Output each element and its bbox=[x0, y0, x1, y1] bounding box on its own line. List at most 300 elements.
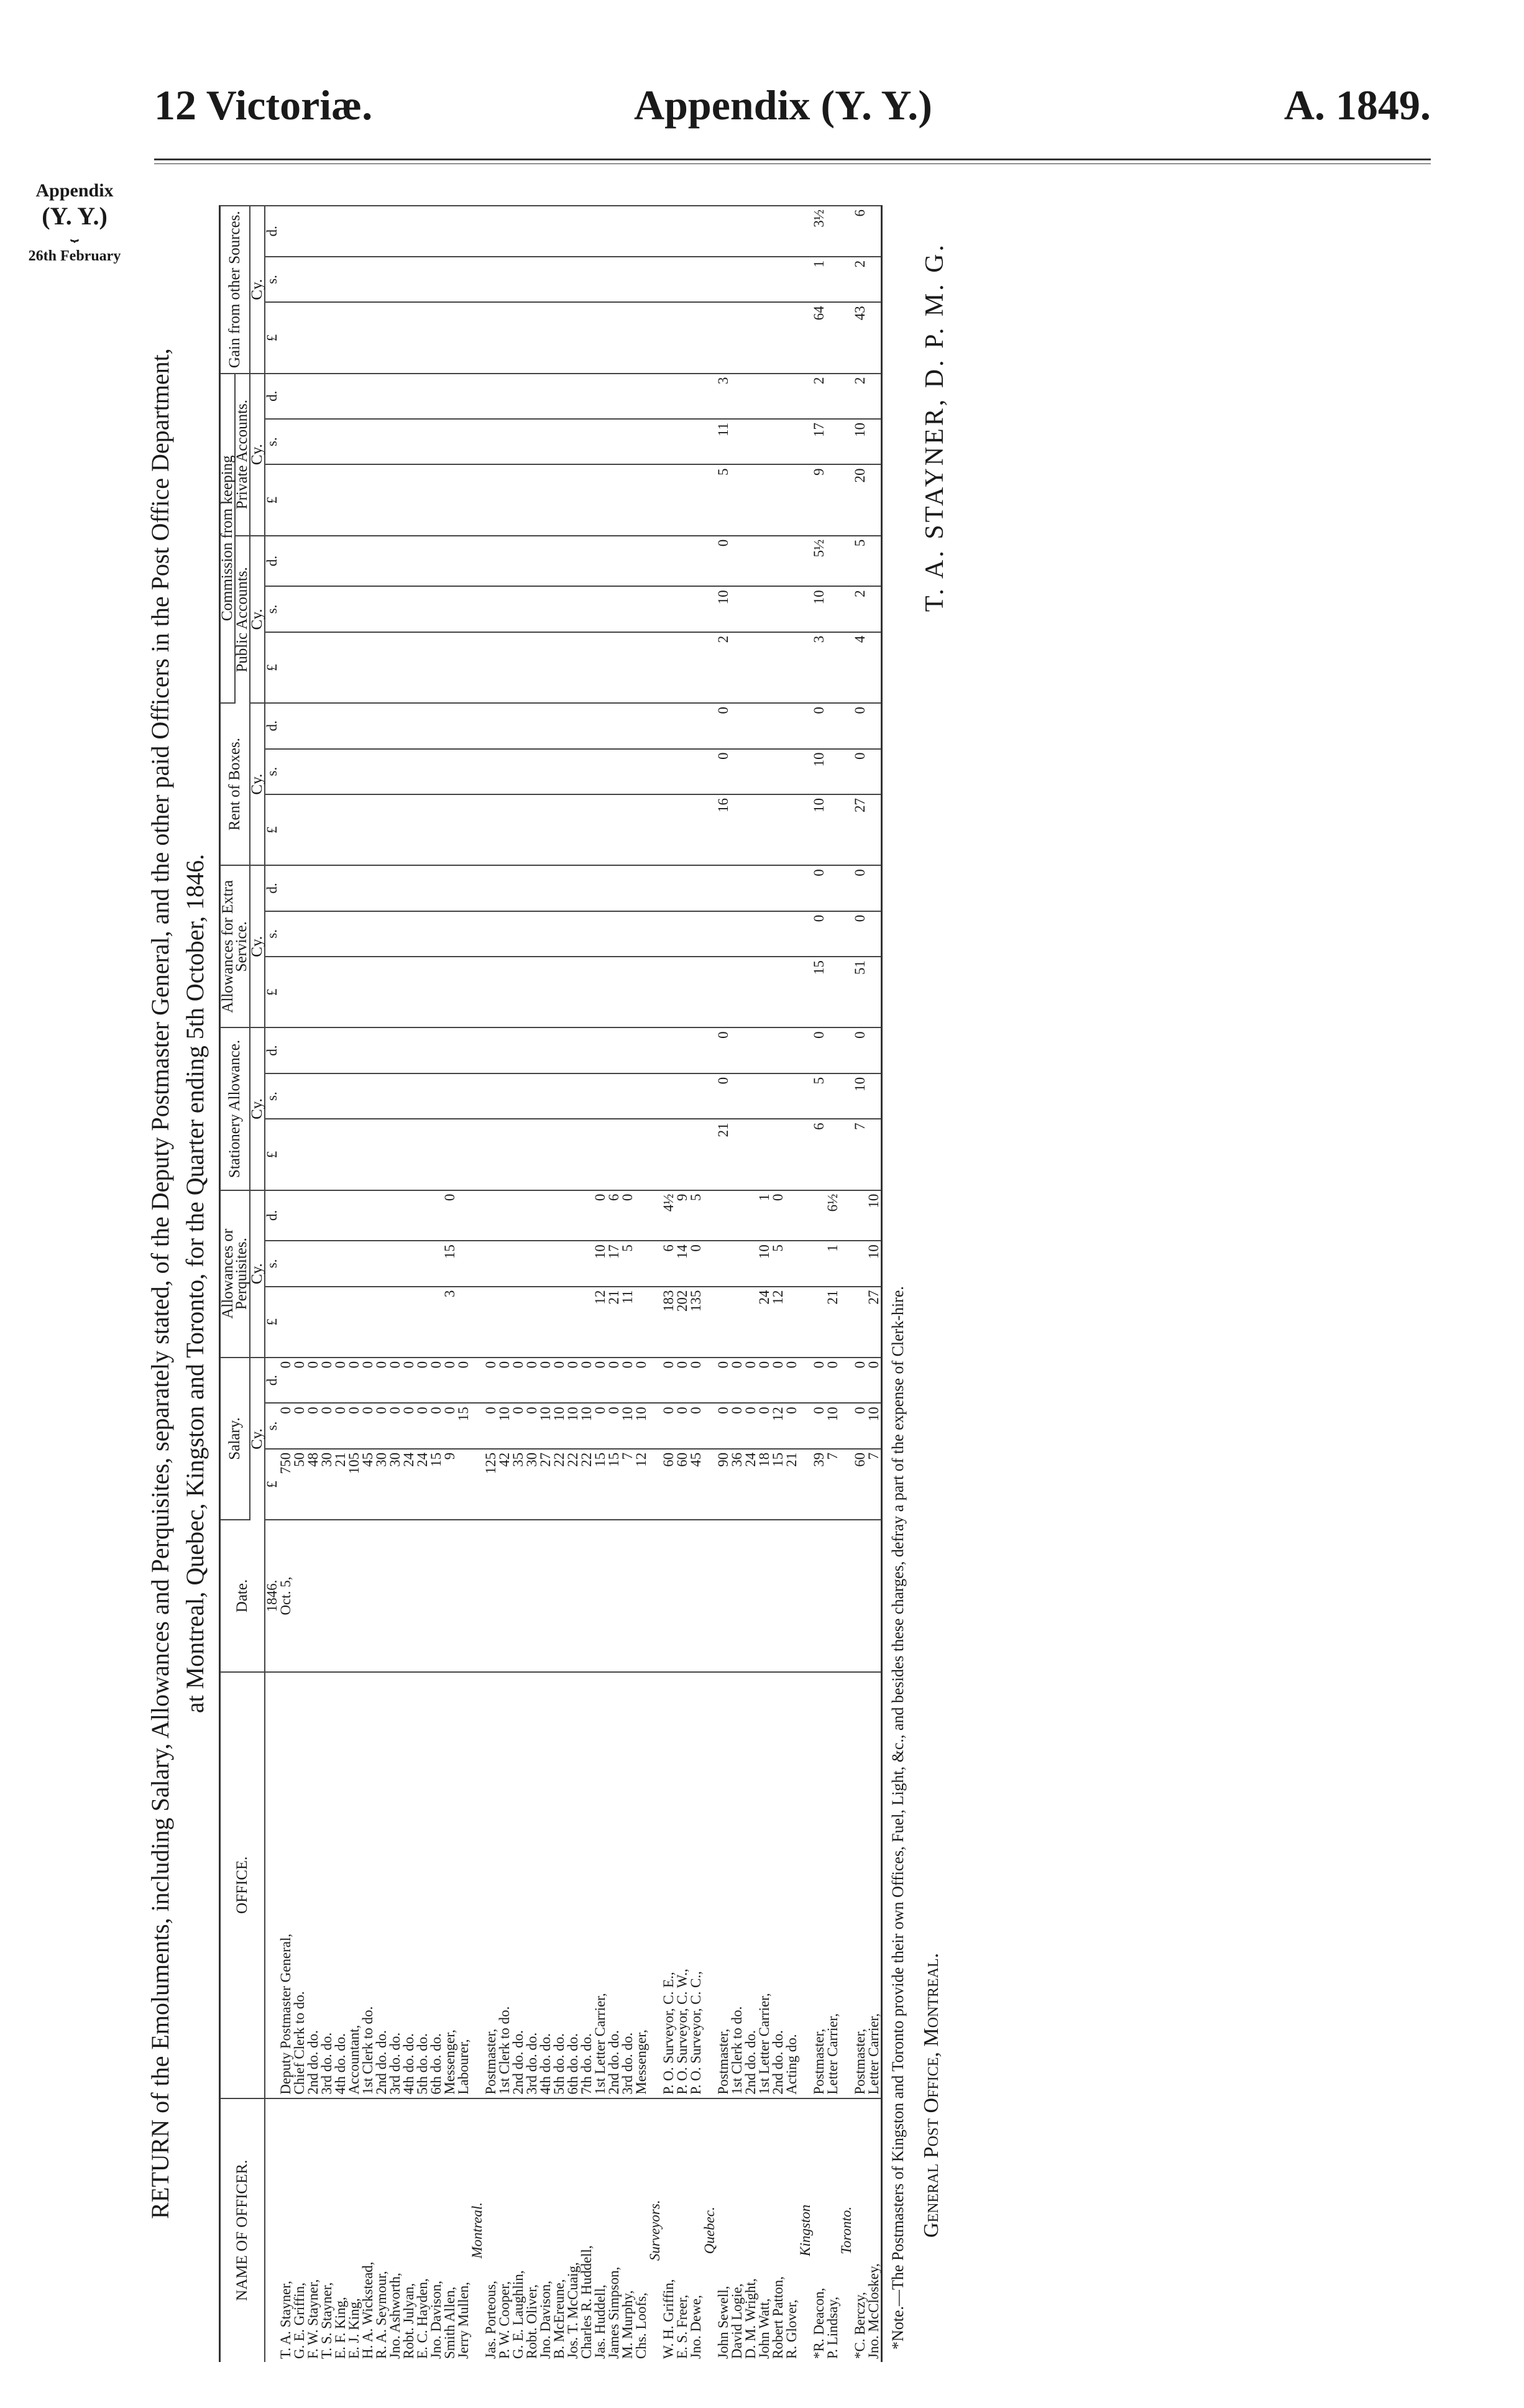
extra-pence bbox=[429, 865, 443, 911]
stat-pence bbox=[758, 1027, 771, 1073]
priv-shilling bbox=[306, 419, 320, 464]
col-salary: Salary. bbox=[220, 1358, 250, 1520]
allow-shilling bbox=[717, 1241, 730, 1286]
gain-shilling bbox=[771, 257, 785, 302]
blank-cell bbox=[648, 374, 662, 419]
officer-office: 1st Clerk to do. bbox=[498, 1672, 512, 2098]
blank-cell bbox=[840, 1073, 853, 1119]
box-shilling bbox=[580, 749, 594, 794]
extra-pound bbox=[594, 957, 607, 1027]
cy-unit-header: Cy. bbox=[250, 865, 265, 1027]
table-row bbox=[416, 206, 429, 2362]
stat-pound: 6 bbox=[812, 1119, 826, 1190]
priv-shilling bbox=[730, 419, 744, 464]
stat-pence bbox=[676, 1027, 689, 1073]
gain-shilling bbox=[306, 257, 320, 302]
sal-pence: 0 bbox=[443, 1358, 457, 1403]
sal-pence: 0 bbox=[607, 1358, 621, 1403]
officer-office: 4th do. do. bbox=[334, 1672, 347, 2098]
box-shilling bbox=[375, 749, 388, 794]
table-note: *Note.—The Postmasters of Kingston and Toronto provide their own Offices, Fuel, Light, &c., and besides these charges, defray a part of the expense of Clerk-hire. bbox=[889, 1286, 907, 2350]
pub-pence bbox=[621, 536, 635, 587]
sal-pound: 27 bbox=[539, 1449, 553, 1520]
pub-shilling bbox=[580, 586, 594, 632]
row-date bbox=[758, 1520, 771, 1672]
box-shilling bbox=[553, 749, 566, 794]
gain-pence bbox=[293, 206, 306, 257]
allow-pound: 11 bbox=[621, 1287, 635, 1358]
blank-cell bbox=[703, 1449, 717, 1520]
stat-pence bbox=[662, 1027, 676, 1073]
priv-shilling bbox=[553, 419, 566, 464]
pub-pound bbox=[293, 632, 306, 703]
cy-unit-header: Cy. bbox=[250, 206, 265, 374]
pub-shilling bbox=[730, 586, 744, 632]
sal-pence: 0 bbox=[635, 1358, 648, 1403]
priv-pound bbox=[771, 464, 785, 535]
stat-pound bbox=[361, 1119, 375, 1190]
blank-cell bbox=[840, 1119, 853, 1190]
priv-pence bbox=[279, 374, 293, 419]
blank-cell bbox=[648, 1287, 662, 1358]
officer-name: *C. Berczy, bbox=[852, 2292, 868, 2359]
allow-shilling bbox=[525, 1241, 539, 1286]
extra-shilling bbox=[416, 911, 429, 957]
unit-pound: £ bbox=[265, 1449, 279, 1520]
extra-shilling bbox=[607, 911, 621, 957]
col-extra-service: Allowances for Extra Service. bbox=[220, 865, 250, 1027]
sal-shilling: 0 bbox=[525, 1403, 539, 1448]
allow-pence: 0 bbox=[594, 1190, 607, 1241]
gain-pound bbox=[594, 302, 607, 373]
extra-pence bbox=[512, 865, 525, 911]
stat-pence bbox=[607, 1027, 621, 1073]
sal-pence: 0 bbox=[539, 1358, 553, 1403]
stat-pound bbox=[689, 1119, 703, 1190]
gain-pence bbox=[580, 206, 594, 257]
table-row bbox=[662, 206, 676, 2362]
box-pence bbox=[416, 703, 429, 748]
extra-pound bbox=[607, 957, 621, 1027]
priv-pence bbox=[416, 374, 429, 419]
pub-pence bbox=[676, 536, 689, 587]
table-body bbox=[265, 206, 882, 2362]
box-pound bbox=[826, 794, 840, 865]
extra-shilling bbox=[676, 911, 689, 957]
blank-cell bbox=[799, 419, 812, 464]
table-row bbox=[484, 206, 498, 2362]
table-row bbox=[771, 206, 785, 2362]
table-row bbox=[607, 206, 621, 2362]
extra-shilling bbox=[361, 911, 375, 957]
row-date bbox=[512, 1520, 525, 1672]
gain-pound bbox=[539, 302, 553, 373]
stat-pound bbox=[566, 1119, 580, 1190]
extra-shilling bbox=[621, 911, 635, 957]
stat-shilling bbox=[306, 1073, 320, 1119]
blank-cell bbox=[840, 1287, 853, 1358]
stat-pence bbox=[402, 1027, 416, 1073]
allow-shilling bbox=[347, 1241, 361, 1286]
sal-pence: 0 bbox=[689, 1358, 703, 1403]
blank-cell bbox=[703, 1190, 717, 1241]
officer-name: Jos. T. McCuaig, bbox=[565, 2262, 581, 2359]
pub-pound bbox=[416, 632, 429, 703]
allow-pence: 10 bbox=[867, 1190, 882, 1241]
gain-pound bbox=[402, 302, 416, 373]
gain-pence bbox=[457, 206, 471, 257]
section-row bbox=[703, 206, 717, 2362]
allow-pence: 5 bbox=[689, 1190, 703, 1241]
officer-office: Accountant, bbox=[347, 1672, 361, 2098]
officer-name: Charles R. Huddell, bbox=[579, 2245, 594, 2359]
stat-pound bbox=[826, 1119, 840, 1190]
section-title: Montreal. bbox=[469, 2202, 485, 2259]
priv-pound bbox=[375, 464, 388, 535]
gain-shilling bbox=[689, 257, 703, 302]
box-pound bbox=[293, 794, 306, 865]
pub-pence bbox=[758, 536, 771, 587]
priv-shilling bbox=[867, 419, 882, 464]
officer-office: 1st Clerk to do. bbox=[730, 1672, 744, 2098]
blank-cell bbox=[471, 1190, 484, 1241]
sal-pound bbox=[457, 1449, 471, 1520]
unit-row bbox=[265, 206, 279, 2362]
stat-pound bbox=[744, 1119, 758, 1190]
pub-pence bbox=[388, 536, 402, 587]
box-pound bbox=[730, 794, 744, 865]
gain-pound bbox=[758, 302, 771, 373]
section-row bbox=[648, 206, 662, 2362]
gain-shilling bbox=[484, 257, 498, 302]
box-shilling bbox=[689, 749, 703, 794]
extra-pence bbox=[758, 865, 771, 911]
gain-shilling bbox=[676, 257, 689, 302]
gain-pound bbox=[306, 302, 320, 373]
row-date bbox=[306, 1520, 320, 1672]
stat-shilling bbox=[689, 1073, 703, 1119]
extra-pence bbox=[375, 865, 388, 911]
gain-shilling bbox=[279, 257, 293, 302]
priv-pence bbox=[566, 374, 580, 419]
allow-pound bbox=[388, 1287, 402, 1358]
extra-shilling bbox=[717, 911, 730, 957]
allow-shilling: 10 bbox=[867, 1241, 882, 1286]
box-shilling bbox=[566, 749, 580, 794]
row-date bbox=[771, 1520, 785, 1672]
row-date bbox=[730, 1520, 744, 1672]
box-pound bbox=[785, 794, 799, 865]
allow-shilling bbox=[375, 1241, 388, 1286]
blank-cell bbox=[799, 1027, 812, 1073]
sal-pound: 15 bbox=[594, 1449, 607, 1520]
extra-pence bbox=[347, 865, 361, 911]
stat-pound bbox=[334, 1119, 347, 1190]
allow-pound bbox=[566, 1287, 580, 1358]
box-shilling bbox=[539, 749, 553, 794]
col-gain: Gain from other Sources. bbox=[220, 206, 250, 374]
margin-label: (Y. Y.) bbox=[42, 202, 108, 230]
pub-pound bbox=[512, 632, 525, 703]
blank-cell bbox=[799, 957, 812, 1027]
row-date bbox=[320, 1520, 334, 1672]
row-date bbox=[744, 1520, 758, 1672]
officer-name: Jno. Dewe, bbox=[688, 2295, 704, 2359]
pub-shilling bbox=[484, 586, 498, 632]
officer-office: 1st Letter Carrier, bbox=[594, 1672, 607, 2098]
extra-pence bbox=[388, 865, 402, 911]
blank-cell bbox=[840, 1241, 853, 1286]
pub-shilling bbox=[525, 586, 539, 632]
priv-pence bbox=[771, 374, 785, 419]
gain-shilling bbox=[457, 257, 471, 302]
box-pound: 27 bbox=[853, 794, 867, 865]
blank-cell bbox=[703, 1287, 717, 1358]
box-pence bbox=[580, 703, 594, 748]
unit-pence: d. bbox=[265, 703, 279, 748]
sal-shilling: 0 bbox=[416, 1403, 429, 1448]
sal-shilling: 0 bbox=[662, 1403, 676, 1448]
gain-pence bbox=[375, 206, 388, 257]
officer-office: 2nd do. do. bbox=[771, 1672, 785, 2098]
blank-cell bbox=[840, 1190, 853, 1241]
gain-shilling bbox=[375, 257, 388, 302]
extra-shilling bbox=[635, 911, 648, 957]
priv-shilling: 10 bbox=[853, 419, 867, 464]
blank-cell bbox=[471, 1241, 484, 1286]
pub-pound bbox=[635, 632, 648, 703]
stat-pound bbox=[279, 1119, 293, 1190]
extra-shilling bbox=[867, 911, 882, 957]
pub-pound bbox=[607, 632, 621, 703]
pub-pound: 2 bbox=[717, 632, 730, 703]
officer-name: P. W. Cooper, bbox=[497, 2281, 512, 2359]
pub-pound bbox=[785, 632, 799, 703]
priv-shilling: 11 bbox=[717, 419, 730, 464]
blank-cell bbox=[471, 1119, 484, 1190]
priv-pound bbox=[867, 464, 882, 535]
pub-shilling bbox=[512, 586, 525, 632]
stat-shilling bbox=[375, 1073, 388, 1119]
table-row bbox=[553, 206, 566, 2362]
pub-pence bbox=[730, 536, 744, 587]
blank-cell bbox=[840, 957, 853, 1027]
table-row bbox=[785, 206, 799, 2362]
gain-pence bbox=[484, 206, 498, 257]
gain-pence bbox=[771, 206, 785, 257]
blank-cell bbox=[799, 1672, 812, 2098]
box-pound bbox=[320, 794, 334, 865]
stat-pence bbox=[553, 1027, 566, 1073]
sal-shilling: 10 bbox=[580, 1403, 594, 1448]
sal-pence: 0 bbox=[512, 1358, 525, 1403]
unit-shilling: s. bbox=[265, 749, 279, 794]
extra-shilling bbox=[388, 911, 402, 957]
pub-pound bbox=[334, 632, 347, 703]
extra-shilling bbox=[429, 911, 443, 957]
stat-shilling bbox=[539, 1073, 553, 1119]
priv-shilling bbox=[744, 419, 758, 464]
header-row-1 bbox=[220, 206, 236, 2362]
stat-shilling bbox=[580, 1073, 594, 1119]
priv-pence bbox=[539, 374, 553, 419]
sal-shilling: 0 bbox=[279, 1403, 293, 1448]
gain-shilling bbox=[594, 257, 607, 302]
extra-shilling: 0 bbox=[853, 911, 867, 957]
table-row bbox=[429, 206, 443, 2362]
allow-pence bbox=[853, 1190, 867, 1241]
gain-pound bbox=[580, 302, 594, 373]
officer-office: Chief Clerk to do. bbox=[293, 1672, 306, 2098]
gain-pence bbox=[553, 206, 566, 257]
stat-pound bbox=[320, 1119, 334, 1190]
priv-pence: 3 bbox=[717, 374, 730, 419]
stat-pound bbox=[375, 1119, 388, 1190]
allow-pound: 12 bbox=[771, 1287, 785, 1358]
table-row bbox=[594, 206, 607, 2362]
pub-pound bbox=[320, 632, 334, 703]
box-pound bbox=[525, 794, 539, 865]
box-pence bbox=[388, 703, 402, 748]
extra-shilling bbox=[402, 911, 416, 957]
box-pound bbox=[635, 794, 648, 865]
gain-pence bbox=[334, 206, 347, 257]
allow-pence: 9 bbox=[676, 1190, 689, 1241]
priv-pound bbox=[402, 464, 416, 535]
officer-name: W. H. Griffin, bbox=[661, 2279, 676, 2359]
blank-cell bbox=[840, 1449, 853, 1520]
gain-shilling bbox=[580, 257, 594, 302]
blank-cell bbox=[471, 206, 484, 257]
row-date bbox=[853, 1520, 867, 1672]
stat-shilling bbox=[429, 1073, 443, 1119]
priv-shilling bbox=[416, 419, 429, 464]
pub-pound bbox=[347, 632, 361, 703]
allow-pence bbox=[293, 1190, 306, 1241]
running-head-session: 12 Victoriæ. bbox=[154, 81, 373, 129]
stat-shilling: 0 bbox=[717, 1073, 730, 1119]
sal-pence: 0 bbox=[744, 1358, 758, 1403]
officer-name: *R. Deacon, bbox=[811, 2287, 827, 2359]
priv-pence: 2 bbox=[853, 374, 867, 419]
blank-cell bbox=[471, 1403, 484, 1448]
pub-shilling bbox=[279, 586, 293, 632]
box-shilling bbox=[498, 749, 512, 794]
pub-pence bbox=[512, 536, 525, 587]
blank-cell bbox=[840, 1403, 853, 1448]
priv-shilling bbox=[662, 419, 676, 464]
stat-pound: 21 bbox=[717, 1119, 730, 1190]
box-pound bbox=[416, 794, 429, 865]
gain-pence bbox=[416, 206, 429, 257]
sal-pound: 125 bbox=[484, 1449, 498, 1520]
priv-shilling bbox=[388, 419, 402, 464]
pub-pound bbox=[457, 632, 471, 703]
blank-cell bbox=[471, 302, 484, 373]
officer-name: Jerry Mullen, bbox=[456, 2282, 471, 2359]
allow-pound bbox=[306, 1287, 320, 1358]
allow-pence bbox=[347, 1190, 361, 1241]
officer-office: 2nd do. do. bbox=[744, 1672, 758, 2098]
sal-shilling: 0 bbox=[717, 1403, 730, 1448]
gain-pound: 64 bbox=[812, 302, 826, 373]
caption-line-1: RETURN of the Emoluments, including Salary, Allowances and Perquisites, separately stated, of the Deputy Postmaster General, and the other paid Officers in the Post Office Department, bbox=[146, 348, 174, 2219]
gain-pound bbox=[498, 302, 512, 373]
sal-pence: 0 bbox=[525, 1358, 539, 1403]
extra-pence: 0 bbox=[812, 865, 826, 911]
blank-cell bbox=[471, 957, 484, 1027]
priv-pound: 5 bbox=[717, 464, 730, 535]
box-pence bbox=[566, 703, 580, 748]
priv-pence bbox=[293, 374, 306, 419]
extra-pound bbox=[512, 957, 525, 1027]
sal-pence: 0 bbox=[580, 1358, 594, 1403]
allow-shilling bbox=[744, 1241, 758, 1286]
row-date bbox=[717, 1520, 730, 1672]
allow-shilling bbox=[730, 1241, 744, 1286]
blank-cell bbox=[703, 1672, 717, 2098]
extra-pence bbox=[676, 865, 689, 911]
sal-pence: 0 bbox=[388, 1358, 402, 1403]
box-shilling bbox=[771, 749, 785, 794]
sal-shilling: 10 bbox=[621, 1403, 635, 1448]
sal-pence: 0 bbox=[566, 1358, 580, 1403]
extra-pound bbox=[375, 957, 388, 1027]
box-pence bbox=[457, 703, 471, 748]
priv-pence bbox=[553, 374, 566, 419]
priv-shilling bbox=[443, 419, 457, 464]
officer-office: 4th do. do. bbox=[402, 1672, 416, 2098]
pub-shilling bbox=[416, 586, 429, 632]
signature-block bbox=[920, 205, 950, 2362]
box-pound bbox=[662, 794, 676, 865]
extra-pound bbox=[416, 957, 429, 1027]
table-row bbox=[525, 206, 539, 2362]
extra-pence bbox=[484, 865, 498, 911]
sal-pence: 0 bbox=[402, 1358, 416, 1403]
extra-pound bbox=[635, 957, 648, 1027]
officer-name: M. Murphy, bbox=[620, 2290, 635, 2359]
pub-pound bbox=[676, 632, 689, 703]
box-shilling bbox=[361, 749, 375, 794]
officer-office: 2nd do. do. bbox=[306, 1672, 320, 2098]
pub-pence bbox=[771, 536, 785, 587]
stat-pence bbox=[525, 1027, 539, 1073]
box-pound: 16 bbox=[717, 794, 730, 865]
gain-pence bbox=[402, 206, 416, 257]
pub-pence bbox=[689, 536, 703, 587]
sal-pound: 15 bbox=[771, 1449, 785, 1520]
pub-pence bbox=[361, 536, 375, 587]
section-row bbox=[840, 206, 853, 2362]
sal-pence: 0 bbox=[730, 1358, 744, 1403]
gain-pence bbox=[621, 206, 635, 257]
allow-shilling bbox=[635, 1241, 648, 1286]
gain-shilling bbox=[429, 257, 443, 302]
priv-shilling bbox=[785, 419, 799, 464]
officer-name: T. A. Stayner, bbox=[278, 2281, 293, 2359]
allow-pound bbox=[429, 1287, 443, 1358]
priv-pence bbox=[429, 374, 443, 419]
unit-pound: £ bbox=[265, 632, 279, 703]
gain-pound bbox=[279, 302, 293, 373]
allow-pence bbox=[525, 1190, 539, 1241]
stat-pound bbox=[771, 1119, 785, 1190]
extra-pence bbox=[361, 865, 375, 911]
box-pence bbox=[730, 703, 744, 748]
pub-shilling bbox=[388, 586, 402, 632]
allow-shilling bbox=[293, 1241, 306, 1286]
